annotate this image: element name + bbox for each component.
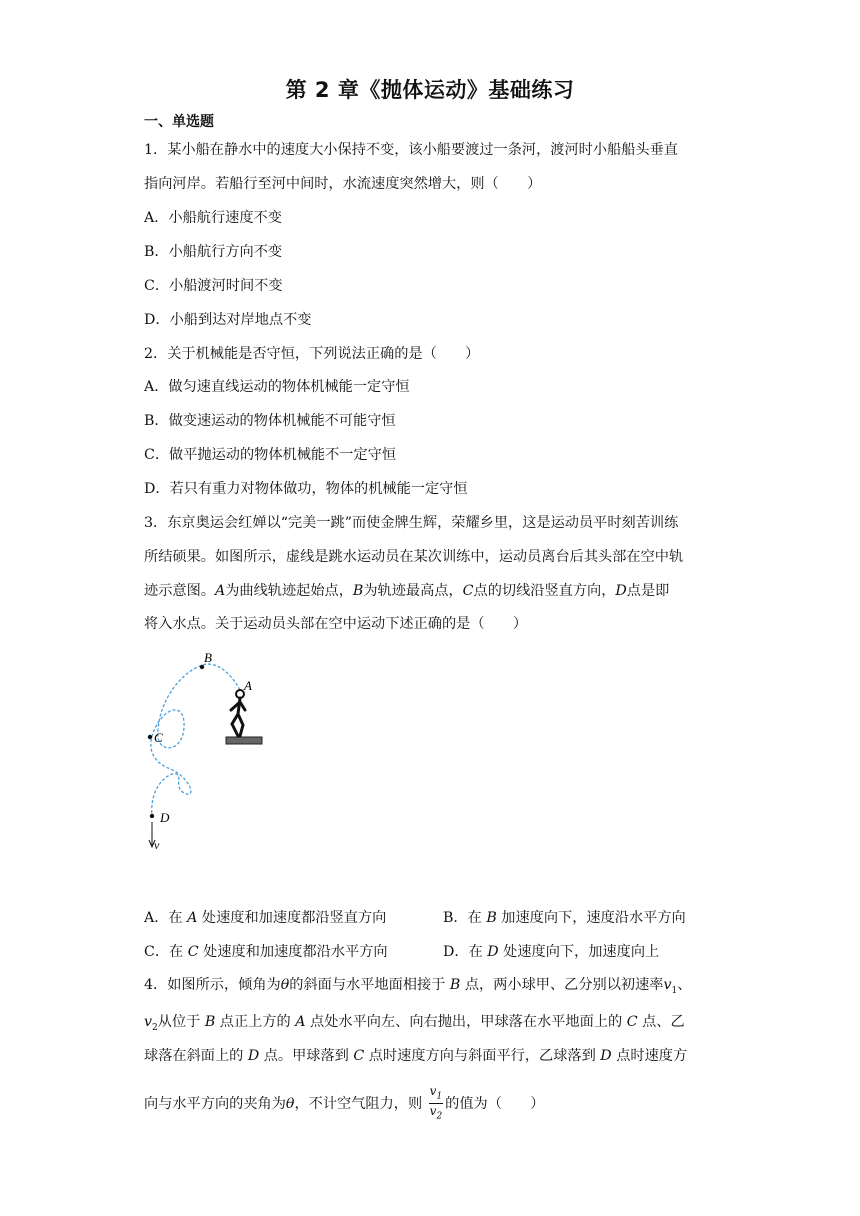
q3-stem-line3: 迹示意图。A为曲线轨迹起始点，B为轨迹最高点，C点的切线沿竖直方向，D点是即 — [144, 583, 670, 599]
label-d: D — [160, 810, 170, 825]
label-a: A — [244, 678, 252, 693]
q2-option-d: D．若只有重力对物体做功，物体的机械能一定守恒 — [144, 481, 468, 497]
page-title: 第 2 章《抛体运动》基础练习 — [285, 78, 575, 102]
point-c — [148, 735, 152, 739]
label-v: v — [154, 838, 160, 852]
q4-stem-line1: 4．如图所示，倾角为θ的斜面与水平地面相接于 B 点，两小球甲、乙分别以初速率$v_1$、 — [144, 977, 692, 996]
q1-option-b: B．小船航行方向不变 — [144, 244, 283, 260]
q1-stem-line1: 1．某小船在静水中的速度大小保持不变，该小船要渡过一条河，渡河时小船船头垂直 — [144, 142, 678, 158]
q1-stem-line2: 指向河岸。若船行至河中间时，水流速度突然增大，则（ ） — [144, 176, 542, 192]
label-c: C — [154, 730, 163, 745]
q3-stem-line2: 所结硕果。如图所示，虚线是跳水运动员在某次训练中，运动员离台后其头部在空中轨 — [144, 549, 684, 565]
label-b: B — [204, 650, 212, 665]
q3-stem-line4: 将入水点。关于运动员头部在空中运动下述正确的是（ ） — [144, 616, 528, 632]
q3-stem-line1: 3．东京奥运会红婵以“完美一跳”而使金牌生辉，荣耀乡里，这是运动员平时刻苦训练 — [144, 515, 679, 531]
q2-option-a: A．做匀速直线运动的物体机械能一定守恒 — [144, 379, 410, 395]
point-b — [200, 665, 204, 669]
q3-option-d: D．在 D 处速度向下，加速度向上 — [443, 944, 660, 960]
q4-stem-line4: 向与水平方向的夹角为θ，不计空气阻力，则 $\frac{v_1}{v_2}$ 的值为（ ） — [144, 1084, 545, 1122]
q2-stem: 2．关于机械能是否守恒，下列说法正确的是（ ） — [144, 346, 480, 362]
v1-over-v2-fraction: $\frac{v_1}{v_2}$ — [429, 1084, 443, 1122]
q4-stem-line2: $v_2$从位于 B 点正上方的 A 点处水平向左、向右抛出，甲球落在水平地面上的 C 点、乙 — [144, 1014, 685, 1033]
q1-option-a: A．小船航行速度不变 — [144, 210, 282, 226]
section-heading: 一、单选题 — [144, 114, 214, 130]
q2-option-c: C．做平抛运动的物体机械能不一定守恒 — [144, 447, 397, 463]
q3-option-b: B．在 B 加速度向下，速度沿水平方向 — [443, 910, 686, 926]
q4-stem-line3: 球落在斜面上的 D 点。甲球落到 C 点时速度方向与斜面平行，乙球落到 D 点时速度方 — [144, 1048, 688, 1064]
point-d — [150, 814, 154, 818]
q3-option-c: C．在 C 处速度和加速度都沿水平方向 — [144, 944, 388, 960]
diver-trajectory-figure — [140, 650, 280, 860]
q2-option-b: B．做变速运动的物体机械能不可能守恒 — [144, 413, 396, 429]
q1-option-d: D．小船到达对岸地点不变 — [144, 312, 312, 328]
diver-figure — [226, 690, 262, 744]
q3-option-a: A．在 A 处速度和加速度都沿竖直方向 — [144, 910, 387, 926]
q1-option-c: C．小船渡河时间不变 — [144, 278, 283, 294]
